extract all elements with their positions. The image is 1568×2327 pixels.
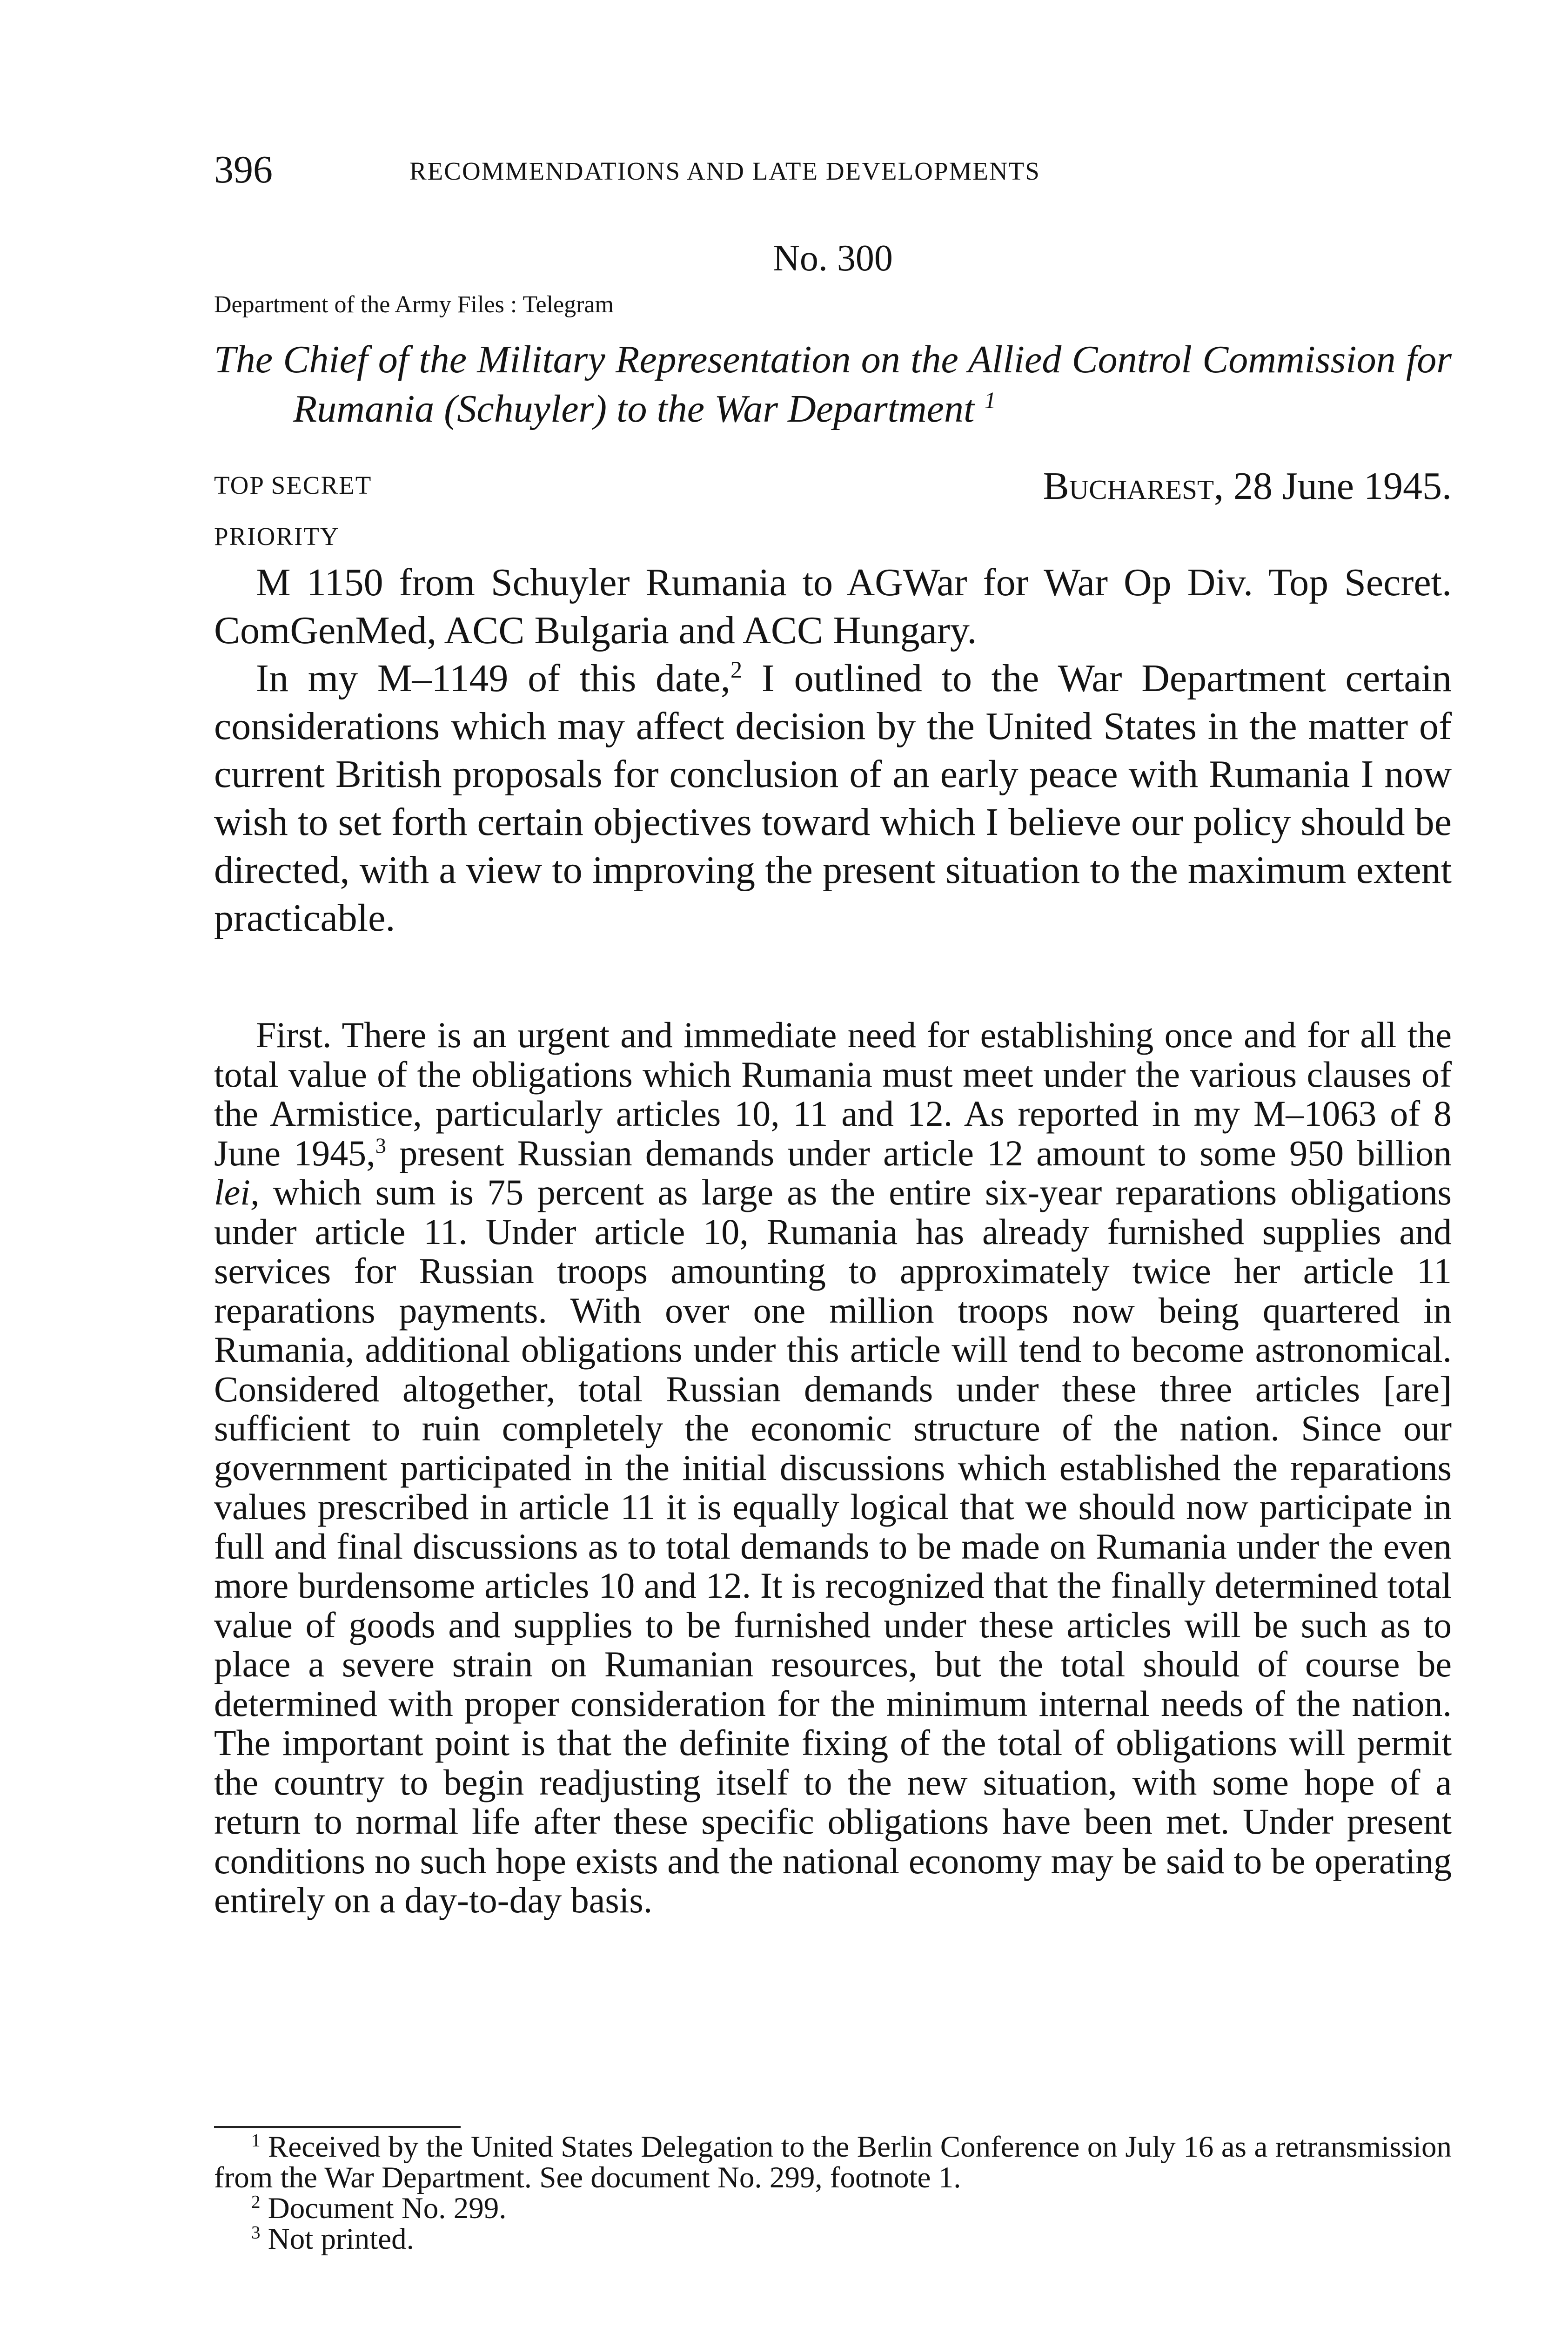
document-page bbox=[214, 0, 1452, 2327]
document-heading bbox=[214, 335, 1452, 434]
paragraph-first-point bbox=[214, 1016, 1452, 1920]
heading-text: The Chief of the Military Representation on the Allied Control Commission for Rumania (Schuyler) to the War Department bbox=[214, 338, 1452, 430]
footnote-3 bbox=[214, 2224, 1452, 2254]
footnote-2 bbox=[214, 2193, 1452, 2224]
footnote-2-mark: 2 bbox=[251, 2192, 261, 2212]
footnote-1-mark: 1 bbox=[251, 2130, 261, 2151]
running-title: RECOMMENDATIONS AND LATE DEVELOPMENTS bbox=[409, 157, 1040, 185]
paragraph-3-text-c: which sum is 75 percent as large as the entire six-year reparations obligations under article 11. Under article 10, Rumania has already furnished supplies and services for Russian troops amounting to approximately twice her article 11 reparations payments. With over one million troops now being quartered in Rumania, additional obligations under this article will tend to become astronomical. Considered altogether, total Russian demands under these three articles [are] sufficient to ruin completely the economic structure of the nation. Since our government participated in the initial discussions which established the reparations values prescribed in article 11 it is equally logical that we should now participate in full and final discussions as to total demands to be made on Rumania under the even more burdensome articles 10 and 12. It is recognized that the finally determined total value of goods and supplies to be furnished under these articles will be such as to place a severe strain on Rumanian resources, but the total should of course be determined with proper consideration for the minimum internal needs of the nation. The important point is that the definite fixing of the total of obligations will permit the country to begin readjusting itself to the new situation, with some hope of a return to normal life after these specific obligations have been met. Under present conditions no such hope exists and the national economy may be said to be operating entirely on a day-to-day basis. bbox=[214, 1172, 1452, 1920]
document-source: Department of the Army Files : Telegram bbox=[214, 291, 614, 318]
document-number: No. 300 bbox=[773, 238, 893, 279]
footnote-3-text: Not printed. bbox=[260, 2222, 414, 2256]
dateline bbox=[1043, 461, 1452, 512]
paragraph-objectives bbox=[214, 654, 1452, 942]
footnote-3-mark: 3 bbox=[251, 2222, 261, 2243]
footnotes bbox=[214, 2132, 1452, 2254]
paragraph-3-footnote-ref: 3 bbox=[375, 1133, 387, 1158]
paragraph-3-text-b: present Russian demands under article 12 amount to some 950 billion bbox=[386, 1132, 1452, 1173]
footnote-2-text: Document No. 299. bbox=[260, 2192, 507, 2225]
paragraph-message-header bbox=[214, 558, 1452, 654]
paragraph-3-italic-lei: lei, bbox=[214, 1172, 260, 1212]
paragraph-3-text-a: First. There is an urgent and immediate need for establishing once and for all the total value of the obligations which Rumania must meet under the various clauses of the Armistice, particularly articles 10, 11 and 12. As reported in my M–1063 of 8 June 1945, bbox=[214, 1015, 1452, 1173]
paragraph-2-text-b: I outlined to the War Department certain considerations which may affect decision by the United States in the matter of current British proposals for conclusion of an early peace with Rumania I now wish to set forth certain objectives toward which I believe our policy should be directed, with a view to improving the present situation to the maximum extent practicable. bbox=[214, 657, 1452, 940]
footnote-divider bbox=[214, 2126, 461, 2128]
classification-label: TOP SECRET bbox=[214, 471, 372, 499]
footnote-1-text: Received by the United States Delegation to the Berlin Conference on July 16 as a retransmission from the War Department. See document No. 299, footnote 1. bbox=[214, 2130, 1452, 2194]
paragraph-2-footnote-ref: 2 bbox=[730, 657, 743, 683]
precedence-label: PRIORITY bbox=[214, 522, 340, 551]
dateline-place: Bucharest, bbox=[1043, 464, 1224, 508]
running-head bbox=[214, 144, 1452, 195]
dateline-date: 28 June 1945. bbox=[1233, 464, 1452, 508]
page-number: 396 bbox=[214, 148, 273, 191]
paragraph-1-text: M 1150 from Schuyler Rumania to AGWar for War Op Div. Top Secret. ComGenMed, ACC Bulgaria and ACC Hungary. bbox=[214, 561, 1452, 652]
heading-footnote-ref: 1 bbox=[984, 387, 996, 413]
footnote-1 bbox=[214, 2132, 1452, 2193]
paragraph-2-text-a: In my M–1149 of this date, bbox=[256, 657, 730, 700]
